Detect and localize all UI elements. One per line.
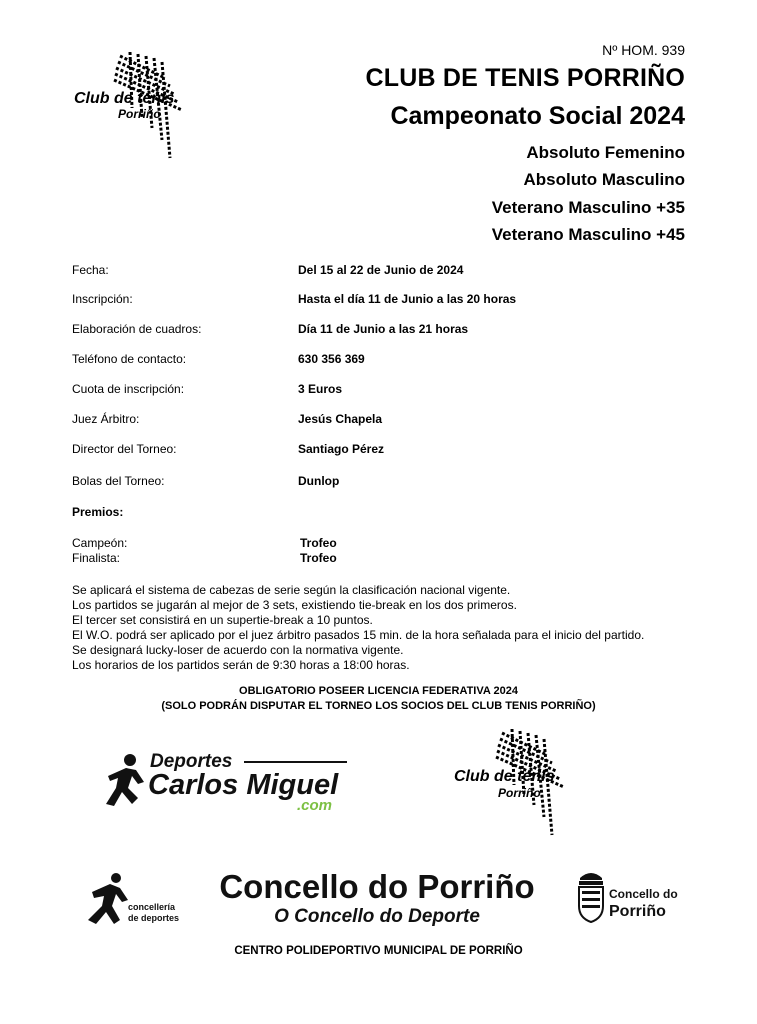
sponsor-name: Carlos Miguel (148, 769, 339, 801)
label-bolas: Bolas del Torneo: (72, 474, 165, 488)
label-juez: Juez Árbitro: (72, 412, 140, 426)
rule-4: El W.O. podrá ser aplicado por el juez árbitro pasados 15 min. de la hora señalada para el inicio del partido. (72, 628, 645, 642)
label-finalista: Finalista: (72, 551, 121, 565)
value-campeon: Trofeo (300, 536, 337, 550)
sponsor-logo (92, 748, 352, 818)
club-logo-line2: Porriño (118, 107, 161, 121)
value-fecha: Del 15 al 22 de Junio de 2024 (298, 263, 464, 277)
concelleria-line1: concellería (128, 902, 176, 912)
members-notice: (SOLO PODRÁN DISPUTAR EL TORNEO LOS SOCIOS DEL CLUB TENIS PORRIÑO) (161, 700, 596, 712)
club-logo-bottom-line1: Club de tenis (454, 768, 555, 785)
label-campeon: Campeón: (72, 536, 128, 550)
club-logo-bottom (452, 725, 627, 850)
runner-icon (106, 754, 144, 806)
concello-sub: O Concello do Deporte (274, 906, 480, 927)
label-telefono: Teléfono de contacto: (72, 352, 187, 366)
label-fecha: Fecha: (72, 263, 109, 277)
value-inscripcion: Hasta el día 11 de Junio a las 20 horas (298, 292, 517, 306)
category-3: Veterano Masculino +35 (491, 198, 685, 217)
rule-1: Se aplicará el sistema de cabezas de serie según la clasificación nacional vigente. (72, 583, 511, 597)
sponsor-top: Deportes (150, 751, 233, 772)
label-cuota: Cuota de inscripción: (72, 382, 185, 396)
label-director: Director del Torneo: (72, 442, 177, 456)
club-logo-line1: Club de tenis (74, 90, 175, 107)
label-cuadros: Elaboración de cuadros: (72, 322, 202, 336)
rule-6: Los horarios de los partidos serán de 9:30 horas a 18:00 horas. (72, 658, 410, 672)
value-bolas: Dunlop (298, 474, 340, 488)
rule-3: El tercer set consistirá en un supertie-break a 10 puntos. (72, 613, 373, 627)
concelleria-logo (82, 870, 192, 930)
registration-number: Nº HOM. 939 (602, 42, 685, 58)
concello-logo-line2: Porriño (609, 903, 666, 920)
concello-logo (574, 868, 682, 924)
footer-venue: CENTRO POLIDEPORTIVO MUNICIPAL DE PORRIÑO (234, 945, 523, 957)
value-director: Santiago Pérez (298, 442, 385, 456)
value-telefono: 630 356 369 (298, 352, 365, 366)
prizes-title: Premios: (72, 505, 124, 519)
rules-list (72, 583, 712, 673)
concello-wordmark (205, 866, 550, 931)
value-finalista: Trofeo (300, 551, 337, 565)
value-juez: Jesús Chapela (298, 412, 383, 426)
category-1: Absoluto Femenino (526, 143, 685, 162)
rule-5: Se designará lucky-loser de acuerdo con la normativa vigente. (72, 643, 404, 657)
athlete-icon (88, 873, 128, 924)
concelleria-line2: de deportes (128, 913, 180, 923)
club-title: CLUB DE TENIS PORRIÑO (365, 64, 685, 92)
shield-icon (579, 873, 603, 922)
value-cuota: 3 Euros (298, 382, 343, 396)
concello-logo-line1: Concello do (609, 887, 678, 901)
license-notice: OBLIGATORIO POSEER LICENCIA FEDERATIVA 2024 (239, 685, 518, 697)
concello-main: Concello do Porriño (219, 868, 535, 905)
rule-2: Los partidos se jugarán al mejor de 3 sets, existiendo tie-break en los dos primeros. (72, 598, 517, 612)
category-2: Absoluto Masculino (523, 170, 685, 189)
label-inscripcion: Inscripción: (72, 292, 133, 306)
club-logo (70, 48, 245, 173)
sponsor-domain: .com (297, 797, 333, 814)
value-cuadros: Día 11 de Junio a las 21 horas (298, 322, 469, 336)
club-logo-bottom-line2: Porriño (498, 786, 541, 800)
category-4: Veterano Masculino +45 (491, 225, 685, 244)
tournament-title: Campeonato Social 2024 (390, 102, 685, 130)
